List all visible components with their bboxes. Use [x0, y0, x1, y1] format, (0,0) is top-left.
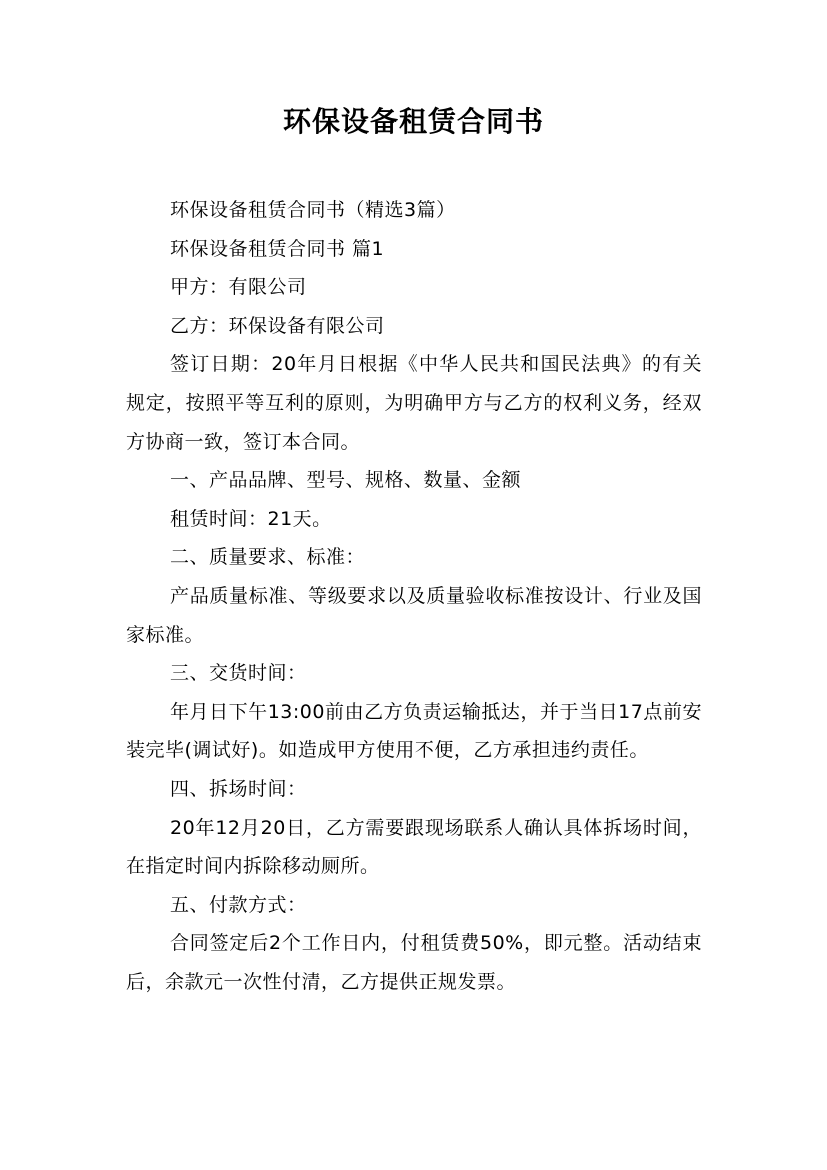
paragraph-quality-standard: 产品质量标准、等级要求以及质量验收标准按设计、行业及国家标准。 — [126, 584, 702, 646]
paragraph-subtitle: 环保设备租赁合同书（精选3篇） — [170, 199, 456, 221]
paragraph-removal-time: 20年12月20日，乙方需要跟现场联系人确认具体拆场时间，在指定时间内拆除移动厕所。 — [126, 816, 702, 878]
paragraph-clause-2-heading: 二、质量要求、标准： — [170, 546, 366, 569]
paragraph-section-heading: 环保设备租赁合同书 篇1 — [170, 237, 385, 260]
paragraph-rental-period: 租赁时间：21天。 — [170, 507, 332, 530]
paragraph-party-b: 乙方：环保设备有限公司 — [170, 314, 385, 337]
paragraph-clause-3-heading: 三、交货时间： — [170, 662, 307, 685]
paragraph-party-a: 甲方：有限公司 — [170, 276, 307, 299]
document-title: 环保设备租赁合同书 — [282, 105, 544, 138]
paragraph-signing-date: 签订日期：20年月日根据《中华人民共和国民法典》的有关规定，按照平等互利的原则，为明确甲方与乙方的权利义务，经双方协商一致，签订本合同。 — [126, 353, 702, 453]
document-body — [126, 191, 702, 1001]
paragraph-clause-5-heading: 五、付款方式： — [170, 893, 307, 916]
paragraph-delivery-time: 年月日下午13:00前由乙方负责运输抵达，并于当日17点前安装完毕(调试好)。如造成甲方使用不便，乙方承担违约责任。 — [126, 700, 702, 762]
paragraph-payment-terms: 合同签定后2个工作日内，付租赁费50%，即元整。活动结束后，余款元一次性付清，乙方提供正规发票。 — [126, 932, 702, 993]
paragraph-clause-1-heading: 一、产品品牌、型号、规格、数量、金额 — [170, 469, 522, 492]
paragraph-clause-4-heading: 四、拆场时间： — [170, 777, 307, 800]
